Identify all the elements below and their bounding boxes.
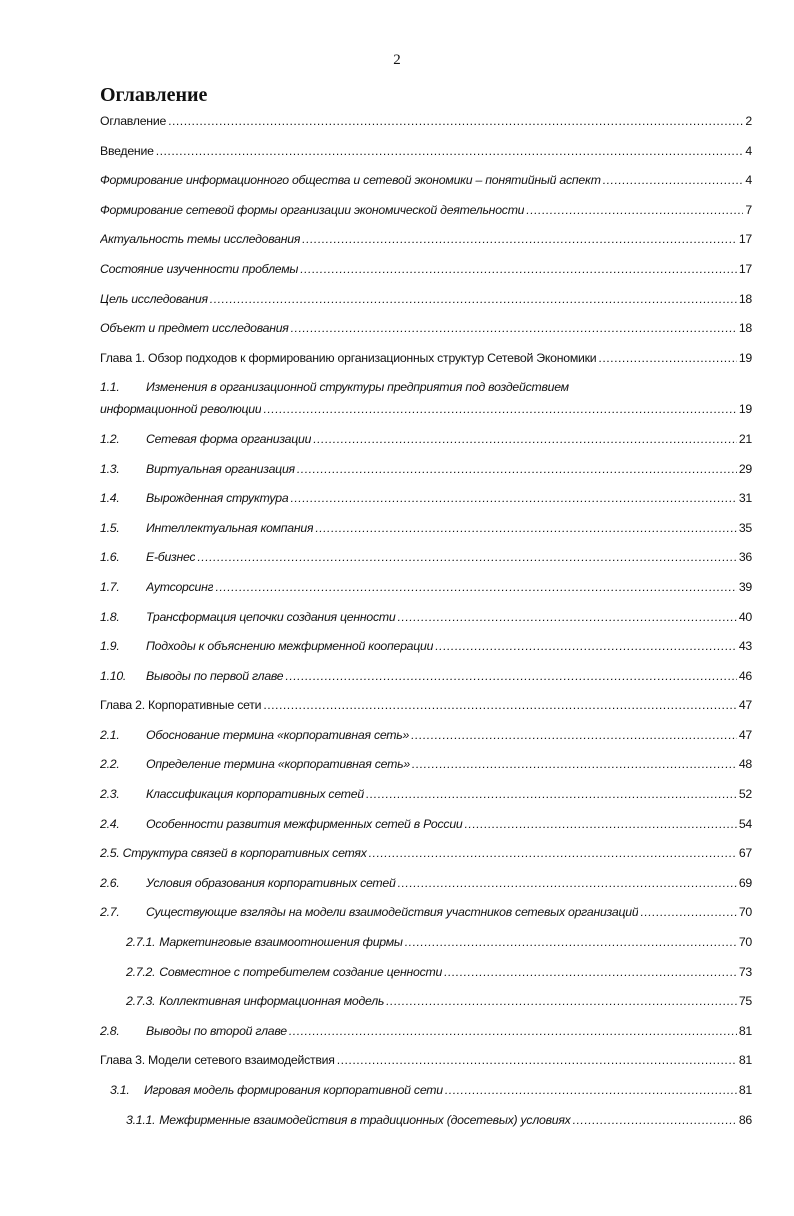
toc-entry-number: 2.7.1. (126, 935, 156, 950)
toc-entry[interactable] (100, 517, 752, 547)
dot-leader (369, 842, 737, 864)
toc-entry-label: Формирование сетевой формы организации экономической деятельности (100, 202, 525, 217)
dot-leader (215, 576, 736, 598)
toc-entry-page: 75 (738, 994, 752, 1009)
toc-entry-label: Состояние изученности проблемы (100, 261, 299, 276)
toc-entry[interactable] (100, 546, 752, 576)
toc-entry-label: Оглавление (100, 114, 167, 128)
dot-leader (291, 317, 737, 339)
toc-entry-page: 17 (738, 232, 752, 247)
toc-entry-page: 46 (738, 668, 752, 683)
toc-entry-page: 52 (738, 787, 752, 802)
toc-entry-page: 69 (738, 875, 752, 890)
toc-entry-page: 35 (738, 520, 752, 535)
toc-entry[interactable] (100, 990, 752, 1020)
dot-leader (598, 347, 736, 369)
toc-entry-label: Подходы к объяснению межфирменной кооперации (146, 639, 434, 654)
dot-leader (603, 169, 744, 191)
dot-leader (435, 635, 737, 657)
toc-entry-number: 2.6. (100, 875, 120, 890)
toc-entry-number: 2.4. (100, 816, 120, 831)
toc-entry[interactable] (100, 842, 752, 872)
toc-entry-number: 3.1. (110, 1083, 130, 1097)
dot-leader (300, 258, 737, 280)
toc-entry[interactable] (100, 606, 752, 636)
toc-entry-page: 2 (745, 114, 752, 128)
toc-entry[interactable] (100, 665, 752, 695)
dot-leader (366, 783, 737, 805)
toc-entry[interactable] (100, 458, 752, 488)
toc-entry-first-line (100, 376, 752, 398)
toc-entry-page: 17 (738, 261, 752, 276)
toc-entry-label: Существующие взгляды на модели взаимодействия участников сетевых организаций (146, 905, 639, 920)
toc-entry[interactable] (100, 901, 752, 931)
toc-entry-page: 40 (738, 609, 752, 624)
toc-entry-page: 36 (738, 550, 752, 565)
toc-entry-label: Интеллектуальная компания (146, 520, 314, 535)
dot-leader (313, 428, 737, 450)
toc-entry-label: Обоснование термина «корпоративная сеть» (146, 727, 410, 742)
page-number: 2 (393, 52, 401, 68)
dot-leader (263, 398, 736, 420)
toc-entry-label: Игровая модель формирования корпоративной сети (144, 1083, 443, 1097)
toc-entry[interactable] (100, 931, 752, 961)
dot-leader (398, 606, 737, 628)
toc-entry-number: 1.9. (100, 639, 120, 654)
dot-leader (210, 288, 737, 310)
toc-entry-page: 54 (738, 816, 752, 831)
toc-entry-label: Коллективная информационная модель (159, 994, 385, 1009)
toc-entry-page: 43 (738, 639, 752, 654)
toc-entry[interactable] (100, 1109, 752, 1139)
dot-leader (405, 931, 737, 953)
toc-entry-label: Совместное с потребителем создание ценности (159, 964, 443, 979)
toc-entry[interactable] (100, 258, 752, 288)
toc-entry-number: 2.7. (100, 905, 120, 920)
toc-entry-page: 18 (738, 291, 752, 306)
toc-entry-page: 7 (745, 202, 752, 217)
toc-entry[interactable] (100, 347, 752, 377)
toc-entry-number: 2.7.3. (126, 994, 156, 1009)
toc-entry-label: Цель исследования (100, 291, 208, 306)
toc-entry[interactable] (100, 783, 752, 813)
dot-leader (302, 228, 737, 250)
dot-leader (315, 517, 737, 539)
toc-entry-label: 2.5. Структура связей в корпоративных сетях (100, 846, 367, 861)
toc-entry[interactable] (100, 1079, 752, 1109)
toc-entry[interactable] (100, 317, 752, 347)
dot-leader (290, 487, 736, 509)
toc-entry-page: 29 (738, 461, 752, 476)
dot-leader (640, 901, 736, 923)
toc-entry-number: 2.7.2. (126, 964, 156, 979)
toc-entry-number: 1.1. (100, 380, 120, 395)
toc-entry-number: 1.4. (100, 491, 120, 506)
toc-entry-number: 1.6. (100, 550, 120, 565)
dot-leader (465, 813, 737, 835)
toc-entry-number: 2.2. (100, 757, 120, 772)
toc-entry-number: 1.10. (100, 668, 127, 683)
toc-entry[interactable] (100, 576, 752, 606)
toc-entry-label: Межфирменные взаимодействия в традиционных (досетевых) условиях (159, 1112, 571, 1127)
toc-entry-label: Выводы по второй главе (146, 1023, 287, 1038)
toc-entry-label: Вырожденная структура (146, 491, 289, 506)
toc-entry-number: 3.1.1. (126, 1112, 156, 1127)
toc-entry-number: 1.8. (100, 609, 120, 624)
toc-entry-page: 19 (738, 350, 752, 365)
dot-leader (398, 872, 737, 894)
toc-entry-page: 67 (738, 846, 752, 861)
toc-entry-label: Выводы по первой главе (146, 668, 284, 683)
toc-entry-page: 19 (738, 402, 752, 417)
toc-entry-label: Глава 2. Корпоративные сети (100, 698, 262, 713)
toc-entry-label: Глава 3. Модели сетевого взаимодействия (100, 1053, 335, 1068)
toc-entry-page: 81 (738, 1023, 752, 1038)
toc-entry-label: Виртуальная организация (146, 461, 295, 476)
toc-entry[interactable] (100, 1049, 752, 1079)
toc-entry-second-line (100, 398, 752, 428)
toc-entry-label: Классификация корпоративных сетей (146, 787, 364, 802)
toc-entry-page: 4 (745, 143, 752, 158)
dot-leader (297, 458, 737, 480)
toc-entry-label: Определение термина «корпоративная сеть» (146, 757, 410, 772)
toc-entry-label: Условия образования корпоративных сетей (146, 875, 396, 890)
dot-leader (289, 1020, 737, 1042)
toc-entry-label: Трансформация цепочки создания ценности (146, 609, 396, 624)
toc-entry-number: 1.5. (100, 520, 120, 535)
toc-entry-label: Маркетинговые взаимоотношения фирмы (159, 935, 403, 950)
toc-entry-page: 47 (738, 727, 752, 742)
toc-entry-page: 73 (738, 964, 752, 979)
toc-entry-number: 1.7. (100, 579, 120, 594)
toc-entry-page: 81 (738, 1053, 752, 1068)
toc-entry[interactable] (100, 376, 752, 428)
toc-entry-label: Введение (100, 143, 154, 158)
toc-entry-number: 2.1. (100, 727, 120, 742)
dot-leader (444, 961, 737, 983)
toc-entry[interactable] (100, 872, 752, 902)
toc-entry-label: Глава 1. Обзор подходов к формированию организационных структур Сетевой Экономики (100, 350, 597, 365)
dot-leader (411, 724, 737, 746)
toc-entry-page: 39 (738, 579, 752, 594)
toc-entry-number: 2.3. (100, 787, 120, 802)
dot-leader (263, 694, 737, 716)
toc-entry-number: 1.2. (100, 431, 120, 446)
toc-entry[interactable] (100, 140, 752, 170)
toc-entry-label-continued: информационной революции (100, 402, 262, 417)
toc-entry-label: Актуальность темы исследования (100, 232, 301, 247)
toc-entry-page: 48 (738, 757, 752, 772)
dot-leader (573, 1109, 737, 1131)
toc-entry[interactable] (100, 753, 752, 783)
toc-entry-number: 2.8. (100, 1023, 120, 1038)
toc-entry-label: Формирование информационного общества и сетевой экономики – понятийный аспект (100, 173, 601, 188)
dot-leader (156, 140, 744, 162)
dot-leader (386, 990, 737, 1012)
toc-entry-label: Изменения в организационной структуры предприятия под воздействием (146, 380, 569, 395)
toc-entry-page: 47 (738, 698, 752, 713)
dot-leader (337, 1049, 737, 1071)
toc-entry[interactable] (100, 487, 752, 517)
dot-leader (197, 546, 736, 568)
toc-entry[interactable] (100, 428, 752, 458)
toc-entry-page: 18 (738, 321, 752, 336)
toc-entry[interactable] (100, 694, 752, 724)
toc-entry[interactable] (100, 961, 752, 991)
toc-entry[interactable] (100, 199, 752, 229)
toc-entry-page: 21 (738, 431, 752, 446)
toc-heading: Оглавление (100, 84, 208, 106)
toc-entry-page: 70 (738, 905, 752, 920)
toc-entry-page: 86 (738, 1112, 752, 1127)
dot-leader (285, 665, 736, 687)
toc-entry[interactable] (100, 1020, 752, 1050)
dot-leader (445, 1079, 737, 1101)
toc-entry-label: Аутсорсинг (146, 579, 214, 594)
toc-entry-page: 70 (738, 935, 752, 950)
toc-entry[interactable] (100, 228, 752, 258)
dot-leader (168, 110, 743, 132)
toc-entry-label: Сетевая форма организации (146, 431, 312, 446)
toc-entry-label: Е-бизнес (146, 550, 196, 565)
toc-entry-number: 1.3. (100, 461, 120, 476)
toc-entry-page: 31 (738, 491, 752, 506)
dot-leader (526, 199, 743, 221)
toc-entry-label: Объект и предмет исследования (100, 321, 289, 336)
toc-entry[interactable] (100, 635, 752, 665)
toc-entry[interactable] (100, 110, 752, 140)
toc-entry[interactable] (100, 169, 752, 199)
toc-entry-page: 4 (745, 173, 752, 188)
toc-entry[interactable] (100, 813, 752, 843)
toc-entry[interactable] (100, 724, 752, 754)
dot-leader (412, 753, 737, 775)
toc-entry[interactable] (100, 288, 752, 318)
table-of-contents (100, 110, 752, 1138)
toc-entry-label: Особенности развития межфирменных сетей в России (146, 816, 463, 831)
toc-entry-page: 81 (738, 1083, 752, 1097)
